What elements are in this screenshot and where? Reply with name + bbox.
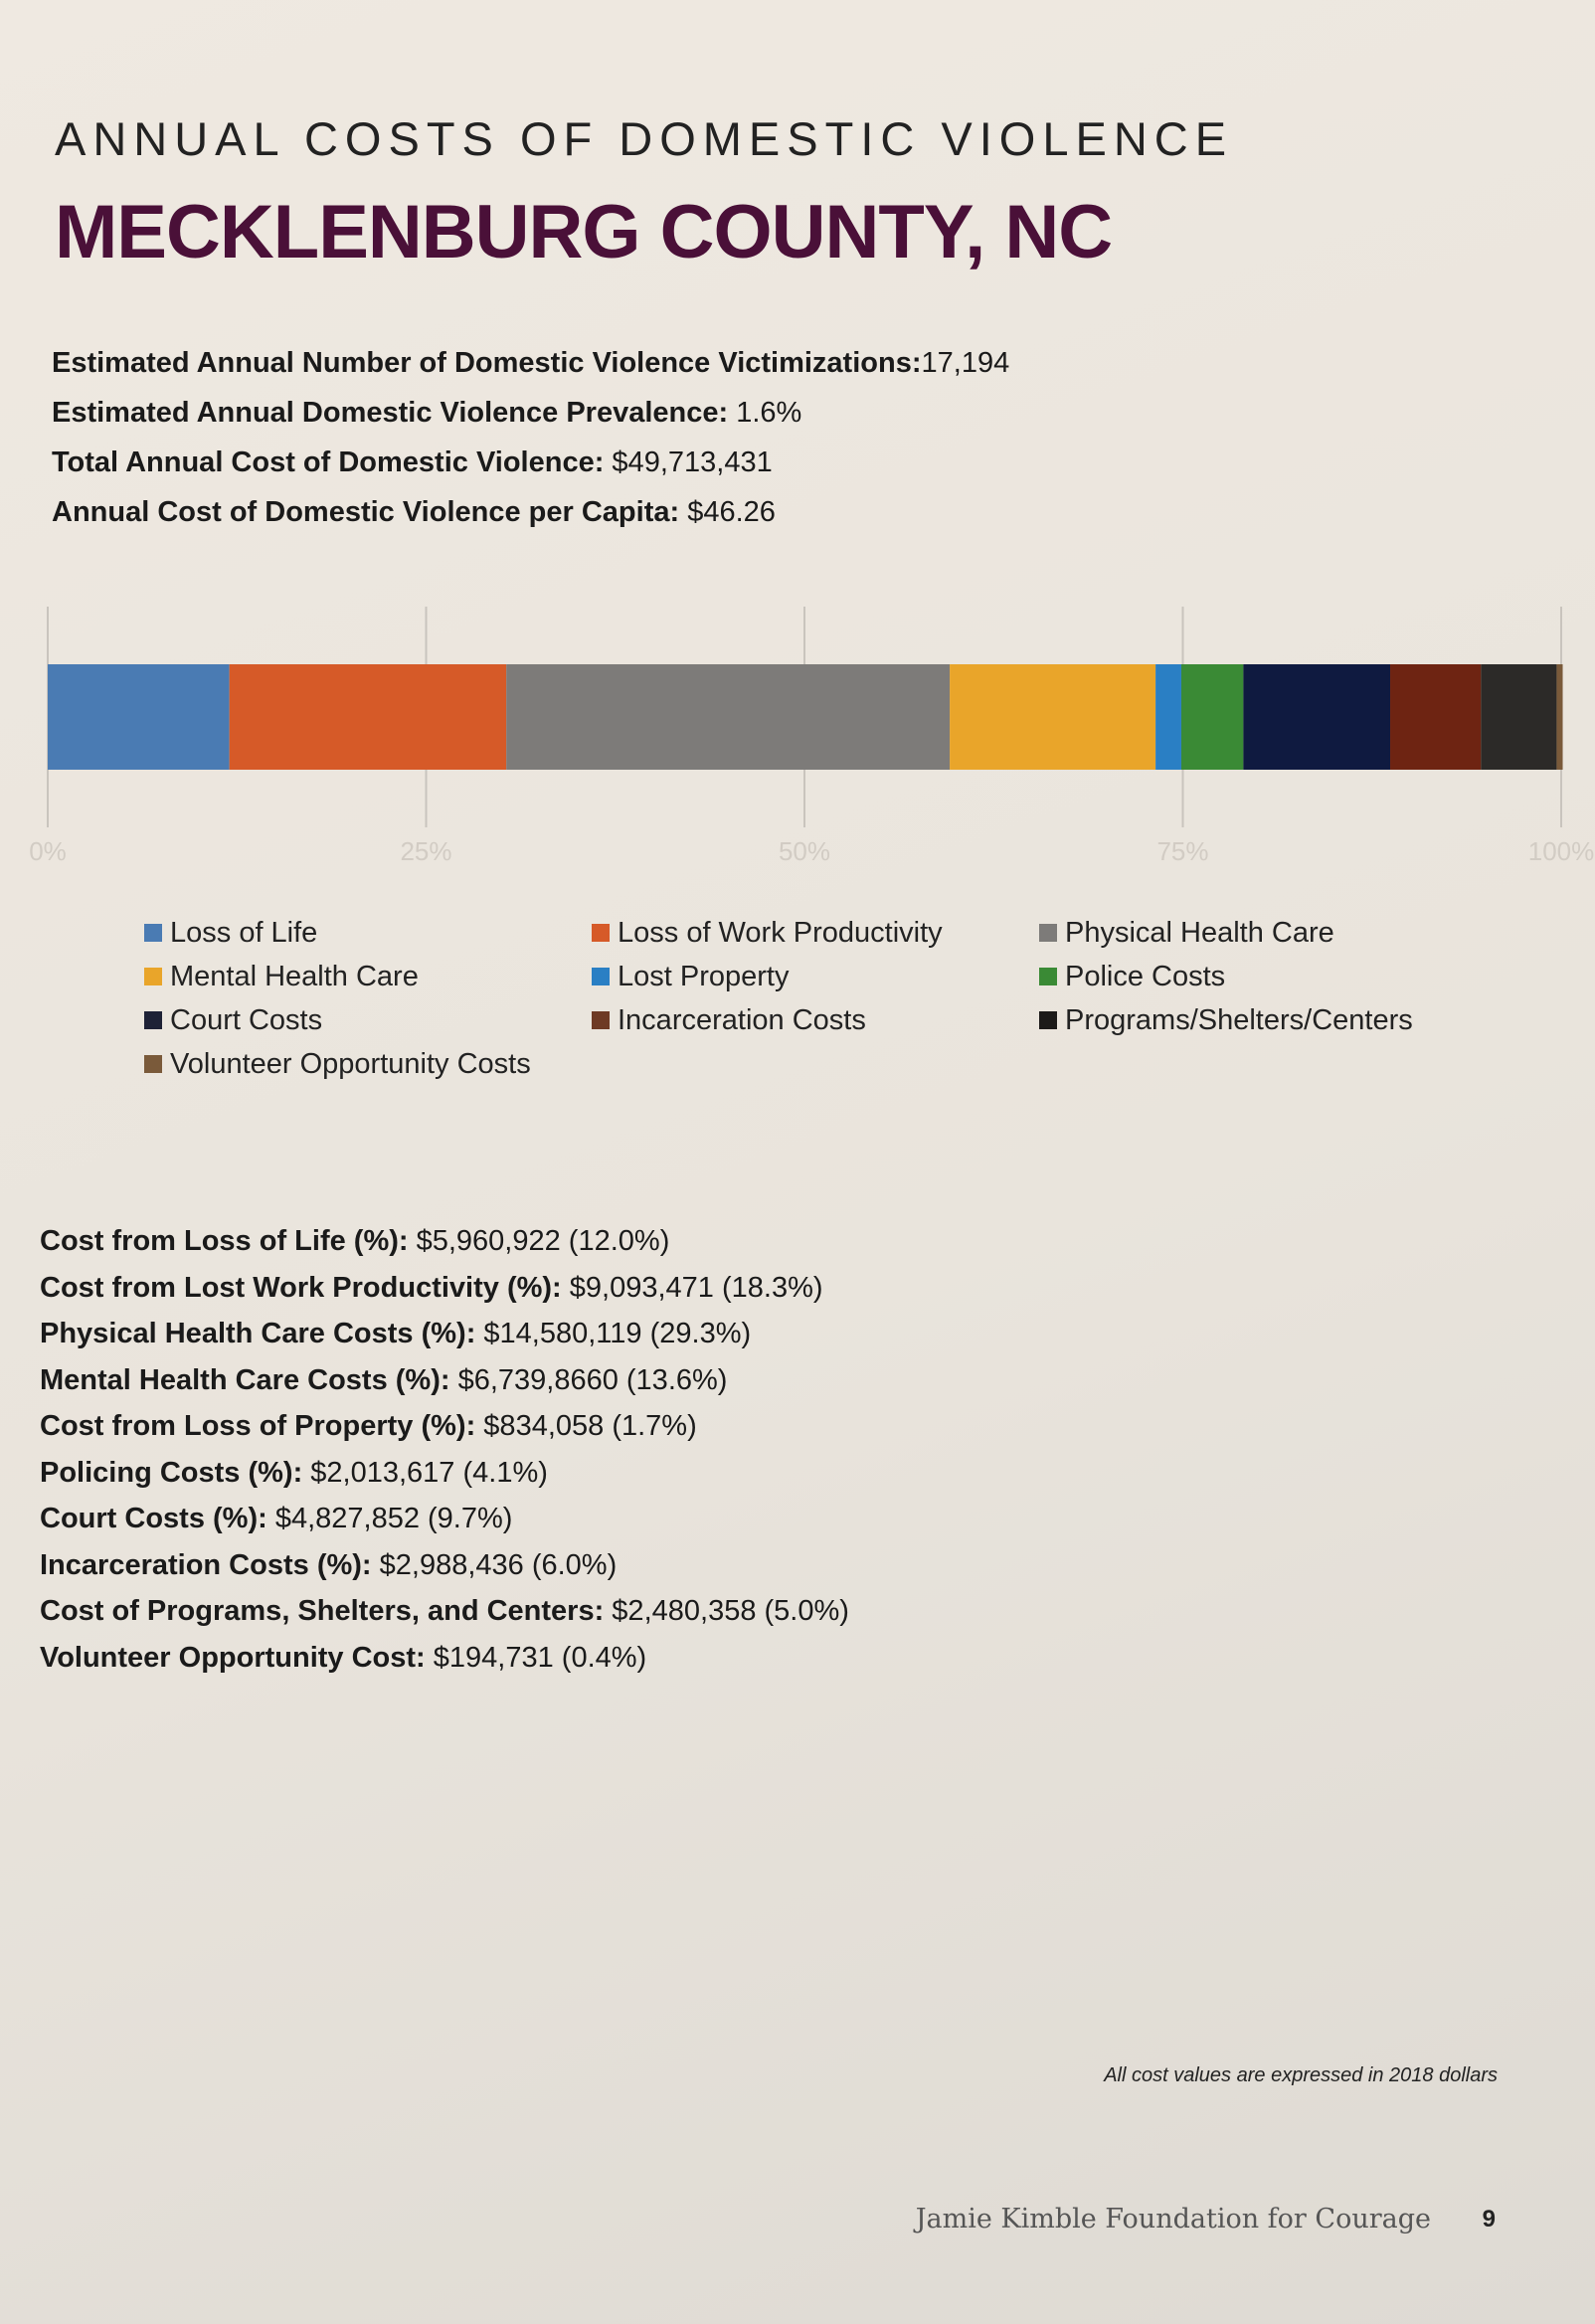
legend-item [1039, 1002, 1437, 1038]
cost-value: $6,739,8660 (13.6%) [449, 1363, 728, 1396]
page-kicker: ANNUAL COSTS OF DOMESTIC VIOLENCE [55, 112, 1234, 165]
legend-label: Lost Property [618, 961, 790, 992]
cost-row-court [40, 1496, 849, 1542]
x-tick-label: 0% [29, 836, 67, 866]
cost-label: Physical Health Care Costs (%): [40, 1318, 476, 1349]
legend-item [1039, 959, 1437, 994]
cost-row-programs [40, 1588, 849, 1635]
cost-label: Policing Costs (%): [40, 1456, 303, 1489]
legend-label: Loss of Work Productivity [618, 917, 943, 949]
x-tick-label: 50% [778, 836, 831, 866]
cost-row-incarceration [40, 1542, 849, 1589]
bar-segment-volunteer-opportunity-costs [1556, 664, 1562, 770]
cost-label: Cost of Programs, Shelters, and Centers: [40, 1595, 605, 1627]
legend-item [144, 915, 592, 951]
legend-swatch [592, 1011, 610, 1029]
cost-value: $4,827,852 (9.7%) [266, 1503, 513, 1534]
footnote: All cost values are expressed in 2018 dollars [1104, 2064, 1498, 2086]
cost-label: Incarceration Costs (%): [40, 1548, 372, 1581]
bar-segment-lost-property [1155, 664, 1181, 770]
stat-value: 17,194 [921, 347, 1010, 379]
stat-per-capita [52, 487, 1009, 537]
cost-row-physical-health [40, 1311, 849, 1357]
cost-row-mental-health [40, 1357, 849, 1404]
cost-label: Cost from Loss of Property (%): [40, 1410, 476, 1442]
legend-swatch [592, 968, 610, 985]
bar-segment-loss-of-life [48, 664, 230, 770]
legend-swatch [144, 1055, 162, 1073]
cost-label: Volunteer Opportunity Cost: [40, 1641, 426, 1674]
stat-prevalence [52, 388, 1009, 438]
legend-swatch [144, 1011, 162, 1029]
cost-value: $5,960,922 (12.0%) [408, 1225, 670, 1257]
stat-victimizations [52, 338, 1009, 388]
chart-legend [144, 915, 1437, 1082]
cost-label: Court Costs (%): [40, 1503, 267, 1534]
cost-breakdown [40, 1218, 849, 1681]
cost-value: $9,093,471 (18.3%) [561, 1271, 823, 1304]
page-number: 9 [1482, 2206, 1496, 2233]
x-tick-label: 100% [1527, 836, 1595, 866]
legend-label: Court Costs [170, 1004, 323, 1036]
bar-segment-loss-of-work-productivity [230, 664, 507, 770]
cost-label: Mental Health Care Costs (%): [40, 1363, 450, 1396]
legend-swatch [144, 924, 162, 942]
bar-segment-mental-health-care [950, 664, 1155, 770]
legend-item [592, 959, 1039, 994]
legend-label: Mental Health Care [170, 961, 419, 992]
summary-stats [52, 338, 1009, 537]
legend-swatch [1039, 1011, 1057, 1029]
bar-segment-physical-health-care [506, 664, 950, 770]
stat-label: Total Annual Cost of Domestic Violence: [52, 447, 605, 478]
legend-label: Incarceration Costs [618, 1004, 866, 1036]
stat-total-cost [52, 438, 1009, 487]
legend-label: Programs/Shelters/Centers [1065, 1004, 1413, 1036]
bar-segment-incarceration-costs [1390, 664, 1481, 770]
cost-value: $2,480,358 (5.0%) [604, 1595, 849, 1627]
cost-value: $834,058 (1.7%) [475, 1410, 697, 1442]
stat-value: 1.6% [728, 397, 802, 429]
cost-label: Cost from Loss of Life (%): [40, 1225, 409, 1257]
stat-label: Estimated Annual Number of Domestic Violence Victimizations: [52, 347, 922, 379]
cost-row-policing [40, 1450, 849, 1497]
legend-label: Loss of Life [170, 917, 318, 949]
legend-item [144, 959, 592, 994]
cost-row-loss-of-life [40, 1218, 849, 1265]
legend-item [144, 1002, 592, 1038]
cost-value: $14,580,119 (29.3%) [475, 1318, 752, 1349]
legend-swatch [592, 924, 610, 942]
legend-item [592, 915, 1039, 951]
legend-item [144, 1046, 592, 1082]
legend-label: Physical Health Care [1065, 917, 1334, 949]
page-title: MECKLENBURG COUNTY, NC [55, 190, 1113, 274]
cost-value: $2,988,436 (6.0%) [371, 1548, 618, 1581]
stat-value: $49,713,431 [604, 447, 773, 478]
cost-row-property [40, 1403, 849, 1450]
bar-segment-court-costs [1243, 664, 1390, 770]
cost-row-volunteer [40, 1635, 849, 1682]
legend-swatch [144, 968, 162, 985]
legend-item [1039, 915, 1437, 951]
legend-label: Police Costs [1065, 961, 1226, 992]
footer-org: Jamie Kimble Foundation for Courage [915, 2204, 1431, 2235]
cost-value: $2,013,617 (4.1%) [302, 1456, 548, 1489]
stat-label: Estimated Annual Domestic Violence Prevalence: [52, 397, 729, 429]
bar-segment-police-costs [1181, 664, 1243, 770]
x-tick-label: 25% [400, 836, 452, 866]
chart-svg [29, 597, 1595, 875]
bar-segment-programs-shelters-centers [1481, 664, 1556, 770]
legend-item [592, 1002, 1039, 1038]
legend-swatch [1039, 924, 1057, 942]
legend-label: Volunteer Opportunity Costs [170, 1048, 531, 1080]
cost-value: $194,731 (0.4%) [425, 1641, 647, 1674]
stat-value: $46.26 [679, 496, 776, 528]
cost-row-work-productivity [40, 1265, 849, 1312]
stat-label: Annual Cost of Domestic Violence per Capita: [52, 496, 680, 528]
x-tick-label: 75% [1156, 836, 1209, 866]
stacked-bar-chart [29, 597, 1595, 875]
cost-label: Cost from Lost Work Productivity (%): [40, 1271, 562, 1304]
legend-swatch [1039, 968, 1057, 985]
